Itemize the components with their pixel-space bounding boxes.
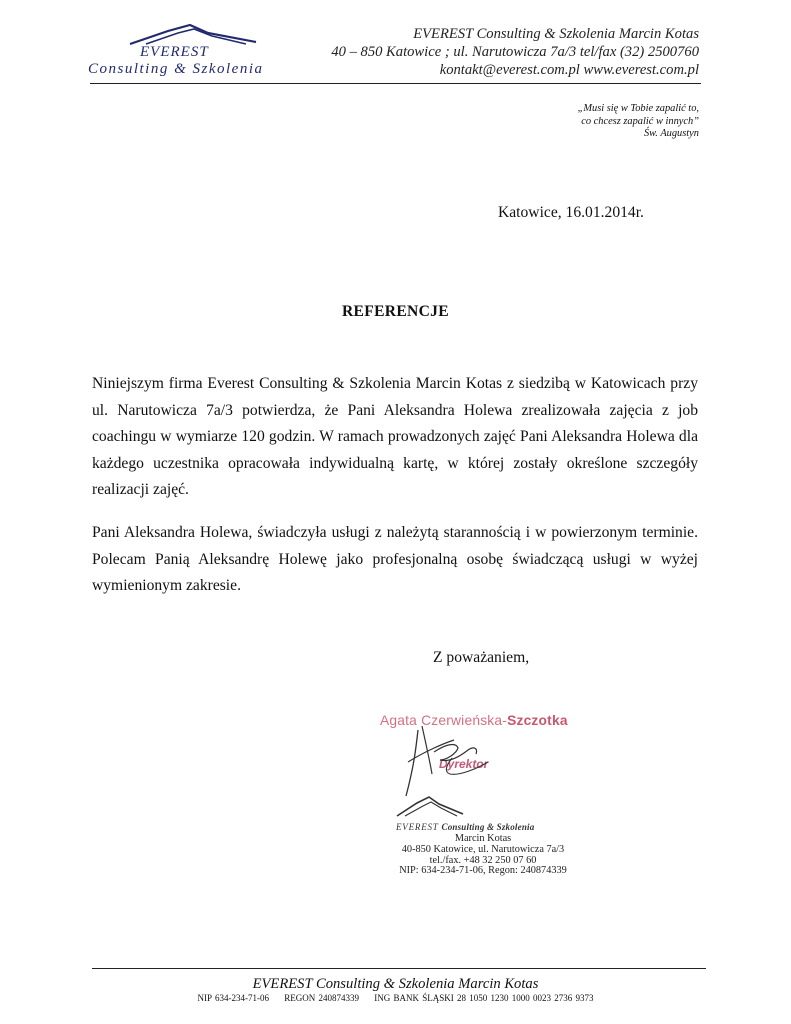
body-paragraph: Pani Aleksandra Holewa, świadczyła usługi z należytą starannością i w powierzonym terminie. Polecam Panią Aleksandrę Holewę jako profesjonalną osobę świadczącą usługi w wyżej wymienionym zakresie. xyxy=(92,524,698,594)
stamp-address: 40-850 Katowice, ul. Narutowicza 7a/3 xyxy=(401,843,565,855)
footer-nip: NIP 634-234-71-06 xyxy=(197,993,269,1003)
footer-registration xyxy=(0,993,791,1003)
footer-regon: REGON 240874339 xyxy=(284,993,359,1003)
body-paragraph: Niniejszym firma Everest Consulting & Szkolenia Marcin Kotas z siedzibą w Katowicach przy ul. Narutowicza 7a/3 potwierdza, że Pani Aleksandra Holewa zrealizowała zajęcia z job coachingu w wymiarze 120 godzin. W ramach prowadzonych zajęć Pani Aleksandra Holewa dla każdego uczestnika opracowała indywidualną kartę, w której zostały określone szczegóły realizacji zajęć. xyxy=(92,375,698,498)
company-logo xyxy=(88,24,278,80)
stamp-phone: tel./fax. +48 32 250 07 60 xyxy=(429,854,537,866)
quote-line: „Musi się w Tobie zapalić to, xyxy=(577,103,699,114)
motto-quote xyxy=(578,103,699,141)
company-stamp xyxy=(360,788,600,888)
stamp-brand-line xyxy=(396,822,534,832)
signatory-name: Agata Czerwieńska- xyxy=(380,713,508,728)
letter-title: REFERENCJE xyxy=(342,303,449,320)
contact-line: kontakt@everest.com.pl www.everest.com.pl xyxy=(439,62,699,78)
signature-block xyxy=(360,700,600,890)
stamp-ids: NIP: 634-234-71-06, Regon: 240874339 xyxy=(399,865,567,877)
stamp-tagline: Consulting & Szkolenia xyxy=(441,822,535,832)
logo-brand: EVEREST xyxy=(140,44,209,60)
footer-divider xyxy=(92,968,706,969)
stamp-details xyxy=(378,834,588,877)
signatory-surname: Szczotka xyxy=(507,713,568,728)
footer-company: EVEREST Consulting & Szkolenia Marcin Kotas xyxy=(252,976,539,992)
header-divider xyxy=(90,83,701,84)
stamp-brand: EVEREST xyxy=(396,822,439,832)
logo-tagline: Consulting & Szkolenia xyxy=(88,61,264,77)
company-line: EVEREST Consulting & Szkolenia Marcin Kotas xyxy=(413,26,699,42)
signatory-role: Dyrektor xyxy=(439,757,489,771)
closing-salutation: Z poważaniem, xyxy=(433,649,530,666)
letter-date: Katowice, 16.01.2014r. xyxy=(498,204,644,221)
stamp-owner: Marcin Kotas xyxy=(454,833,512,844)
letterhead-contact xyxy=(331,25,699,79)
mountain-stamp-icon xyxy=(395,794,465,818)
address-line: 40 – 850 Katowice ; ul. Narutowicza 7a/3 tel/fax (32) 2500760 xyxy=(331,44,699,60)
mountain-logo-icon xyxy=(128,24,258,46)
quote-line: co chcesz zapalić w innych” xyxy=(581,115,699,127)
footer-bank: ING BANK ŚLĄSKI 28 1050 1230 1000 0023 2736 9373 xyxy=(374,993,594,1003)
quote-author: Św. Augustyn xyxy=(643,128,699,139)
